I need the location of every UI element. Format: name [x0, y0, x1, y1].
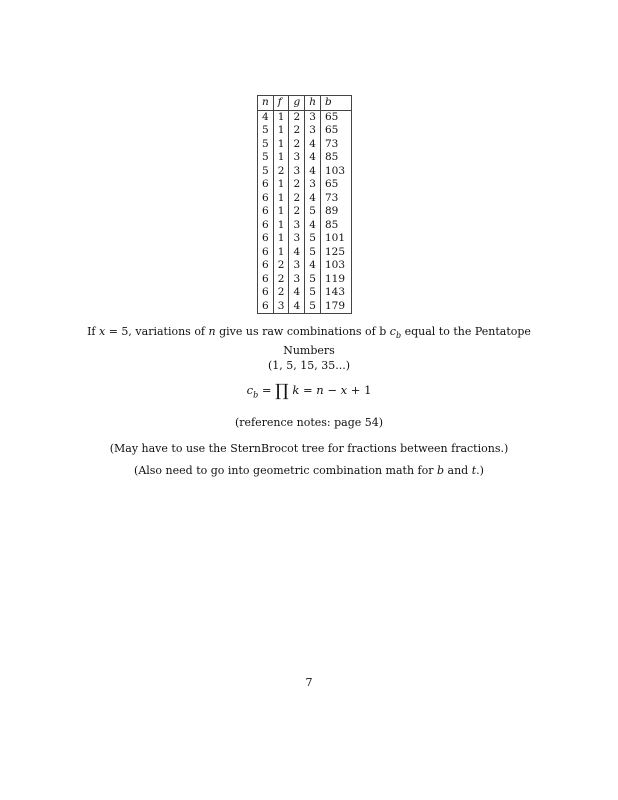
table-row	[258, 110, 352, 124]
table-cell-b: 85	[320, 219, 351, 233]
table-cell-h: 3	[305, 110, 321, 124]
table-cell-n: 5	[258, 165, 274, 179]
table-row	[258, 192, 352, 206]
table-cell-g: 2	[289, 124, 305, 138]
table-cell-n: 4	[258, 110, 274, 124]
table-cell-f: 1	[273, 219, 289, 233]
data-table	[257, 95, 352, 314]
pentatope-sequence: (1, 5, 15, 35...)	[267, 359, 351, 373]
table-cell-g: 3	[289, 219, 305, 233]
table-cell-n: 5	[258, 151, 274, 165]
table-cell-f: 2	[273, 273, 289, 287]
table-cell-b: 89	[320, 205, 351, 219]
table-cell-f: 1	[273, 246, 289, 260]
table-cell-g: 4	[289, 246, 305, 260]
var-c: c	[389, 325, 396, 338]
table-cell-h: 4	[305, 219, 321, 233]
table-row	[258, 151, 352, 165]
table-cell-n: 6	[258, 259, 274, 273]
table-row	[258, 300, 352, 314]
para1-text-2: = 5, variations of	[105, 325, 209, 338]
table-row	[258, 178, 352, 192]
table-cell-f: 1	[273, 232, 289, 246]
table-cell-g: 2	[289, 192, 305, 206]
table-cell-g: 2	[289, 110, 305, 124]
pentatope-paragraph	[70, 324, 548, 373]
table-cell-f: 1	[273, 110, 289, 124]
para1-text-3: give us raw combinations of b	[215, 325, 390, 338]
note2-text-1: (Also need to go into geometric combination math for	[134, 464, 437, 477]
table-cell-n: 6	[258, 205, 274, 219]
table-cell-n: 6	[258, 178, 274, 192]
reference-note: (reference notes: page 54)	[234, 416, 384, 429]
table-cell-g: 3	[289, 273, 305, 287]
table-row	[258, 138, 352, 152]
table-row	[258, 165, 352, 179]
table-cell-n: 6	[258, 246, 274, 260]
var-b: b	[437, 464, 445, 477]
table-cell-h: 5	[305, 300, 321, 314]
table-row	[258, 246, 352, 260]
formula	[70, 383, 548, 402]
table-row	[258, 259, 352, 273]
table-cell-h: 4	[305, 138, 321, 152]
product-symbol: ∏	[275, 381, 289, 401]
table-cell-g: 4	[289, 286, 305, 300]
table-body	[258, 110, 352, 314]
table-row	[258, 205, 352, 219]
table-cell-b: 103	[320, 165, 351, 179]
table-cell-b: 85	[320, 151, 351, 165]
page-number: 7	[305, 676, 313, 689]
table-cell-g: 2	[289, 138, 305, 152]
table-cell-h: 3	[305, 178, 321, 192]
table-cell-g: 3	[289, 151, 305, 165]
table-cell-n: 6	[258, 192, 274, 206]
table-cell-h: 4	[305, 259, 321, 273]
table-cell-b: 125	[320, 246, 351, 260]
column-header-n: n	[258, 96, 274, 111]
table-row	[258, 286, 352, 300]
table-cell-h: 5	[305, 246, 321, 260]
column-header-g: g	[289, 96, 305, 111]
table-cell-h: 5	[305, 286, 321, 300]
table-cell-b: 65	[320, 110, 351, 124]
table-cell-h: 5	[305, 232, 321, 246]
table-cell-h: 5	[305, 205, 321, 219]
table-cell-n: 5	[258, 124, 274, 138]
table-cell-b: 179	[320, 300, 351, 314]
table-cell-n: 5	[258, 138, 274, 152]
formula-equals-2: =	[299, 383, 317, 397]
formula-equals-1: =	[258, 383, 276, 397]
table-row	[258, 273, 352, 287]
table-cell-b: 101	[320, 232, 351, 246]
table-cell-f: 1	[273, 138, 289, 152]
var-n: n	[208, 325, 216, 338]
var-t: t	[471, 464, 477, 477]
table-cell-b: 119	[320, 273, 351, 287]
note2-text-3: .)	[476, 464, 484, 477]
para1-text-4: equal to the Pentatope Numbers	[283, 325, 531, 358]
table-cell-f: 1	[273, 192, 289, 206]
geometric-note	[70, 463, 548, 478]
table-cell-g: 4	[289, 300, 305, 314]
var-c-subscript: b	[395, 331, 402, 341]
table-cell-g: 3	[289, 259, 305, 273]
table-cell-f: 2	[273, 165, 289, 179]
column-header-b: b	[320, 96, 351, 111]
formula-c: c	[246, 383, 254, 397]
table-cell-n: 6	[258, 286, 274, 300]
table-row	[258, 219, 352, 233]
table-cell-g: 3	[289, 165, 305, 179]
table-cell-g: 2	[289, 205, 305, 219]
table-header-row	[258, 96, 352, 111]
sternbrocot-note: (May have to use the SternBrocot tree for fractions between fractions.)	[109, 442, 509, 455]
table-cell-h: 4	[305, 151, 321, 165]
table-row	[258, 232, 352, 246]
table-header	[258, 96, 352, 111]
table-row	[258, 124, 352, 138]
table-cell-h: 4	[305, 192, 321, 206]
formula-k: k	[292, 383, 300, 397]
table-cell-n: 6	[258, 232, 274, 246]
table-cell-f: 2	[273, 286, 289, 300]
table-cell-n: 6	[258, 273, 274, 287]
table-cell-b: 103	[320, 259, 351, 273]
var-x: x	[99, 325, 106, 338]
table-cell-f: 1	[273, 178, 289, 192]
table-cell-n: 6	[258, 300, 274, 314]
table-cell-b: 143	[320, 286, 351, 300]
table-cell-h: 5	[305, 273, 321, 287]
table-cell-b: 65	[320, 178, 351, 192]
table-cell-h: 4	[305, 165, 321, 179]
para1-text-1: If	[87, 325, 99, 338]
table-cell-f: 3	[273, 300, 289, 314]
table-cell-f: 1	[273, 124, 289, 138]
formula-x: x	[340, 383, 348, 397]
table-cell-f: 2	[273, 259, 289, 273]
table-cell-f: 1	[273, 205, 289, 219]
formula-n: n	[316, 383, 324, 397]
formula-plus-one: + 1	[347, 383, 372, 397]
column-header-h: h	[305, 96, 321, 111]
table-cell-g: 2	[289, 178, 305, 192]
table-cell-g: 3	[289, 232, 305, 246]
table-cell-f: 1	[273, 151, 289, 165]
column-header-f: f	[273, 96, 289, 111]
table-cell-b: 65	[320, 124, 351, 138]
formula-c-subscript: b	[253, 390, 259, 400]
note2-text-2: and	[444, 464, 472, 477]
table-cell-b: 73	[320, 138, 351, 152]
formula-minus: −	[323, 383, 341, 397]
table-cell-b: 73	[320, 192, 351, 206]
table-cell-n: 6	[258, 219, 274, 233]
table-cell-h: 3	[305, 124, 321, 138]
